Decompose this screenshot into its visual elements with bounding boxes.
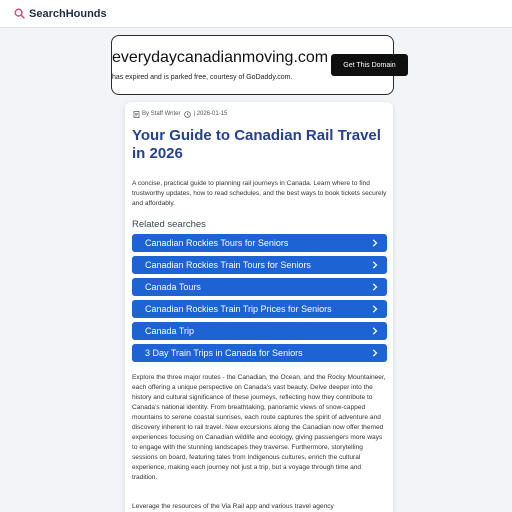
related-search-link[interactable] [132, 256, 387, 274]
brand-logo[interactable]: SearchHounds [29, 7, 107, 20]
related-search-label: Canadian Rockies Train Trip Prices for Seniors [145, 304, 332, 314]
chevron-right-icon [372, 305, 378, 313]
related-searches-list [132, 234, 387, 366]
clock-icon [184, 111, 191, 118]
search-icon[interactable] [14, 8, 25, 19]
article-body-continued: Leverage the resources of the Via Rail app and various travel agency [132, 503, 334, 510]
document-icon [133, 111, 140, 118]
chevron-right-icon [372, 261, 378, 269]
related-search-label: Canadian Rockies Train Tours for Seniors [145, 260, 311, 270]
article-date: | 2026-01-15 [193, 111, 228, 117]
related-search-label: 3 Day Train Trips in Canada for Seniors [145, 348, 303, 358]
article-intro: A concise, practical guide to planning rail journeys in Canada. Learn where to find trustworthy updates, how to read schedules, and the best ways to book tickets securely and affordably. [132, 180, 387, 207]
article-body: Explore the three major routes - the Canadian, the Ocean, and the Rocky Mountaineer, each offering a unique perspective on Canada's vast beauty. Delve deeper into the history and cultural significance of these journeys, reflecting how they contribute to Canada's national identity. From breathtaking, panoramic views of snow-capped mountains to serene coastal sunrises, each route captures the spirit of adventure and discovery inherent to rail travel. New excursions along the Canadian now offer themed experiences focusing on Canadian wildlife and ecology, giving passengers more ways to engage with the stunning landscapes they traverse. Furthermore, storytelling sessions on board, featuring tales from Indigenous cultures, enrich the cultural experience, making each journey not just a trip, but a voyage through time and tradition. [132, 374, 386, 481]
related-searches-heading: Related searches [132, 219, 206, 230]
related-search-link[interactable] [132, 300, 387, 318]
related-search-label: Canada Trip [145, 326, 195, 336]
top-bar [0, 0, 512, 28]
related-search-link[interactable] [132, 234, 387, 252]
article-meta [133, 109, 227, 119]
parked-domain-name: everydaycanadianmoving.com [112, 49, 329, 66]
related-search-label: Canada Tours [145, 282, 201, 292]
chevron-right-icon [372, 327, 378, 335]
chevron-right-icon [372, 239, 378, 247]
related-search-link[interactable] [132, 322, 387, 340]
related-search-label: Canadian Rockies Tours for Seniors [145, 238, 289, 248]
chevron-right-icon [372, 283, 378, 291]
related-search-link[interactable] [132, 344, 387, 362]
article-author: By Staff Writer [142, 111, 181, 117]
article-title: Your Guide to Canadian Rail Travel in 2026 [132, 127, 381, 162]
chevron-right-icon [372, 349, 378, 357]
article-card [125, 102, 393, 512]
related-search-link[interactable] [132, 278, 387, 296]
get-this-domain-button[interactable]: Get This Domain [331, 54, 408, 76]
parked-domain-message: has expired and is parked free, courtesy of GoDaddy.com. [112, 74, 293, 81]
